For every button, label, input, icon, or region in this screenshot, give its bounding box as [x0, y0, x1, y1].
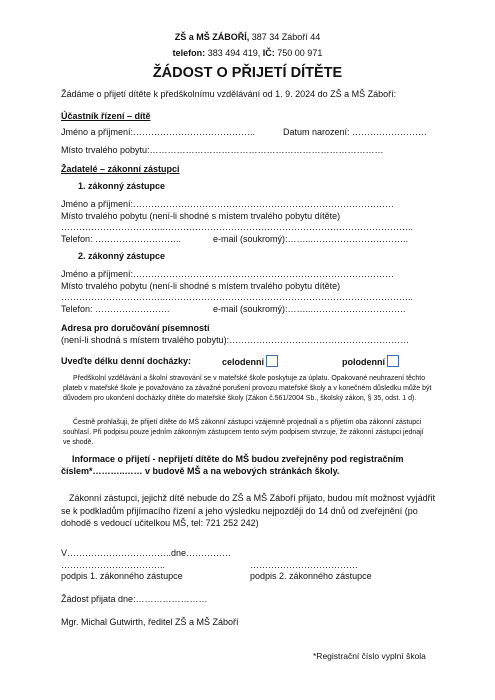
- delivery-heading: Adresa pro doručování písemností: [61, 323, 210, 333]
- declaration-note: Čestně prohlašuji, že přijetí dítěte do MŠ zákonní zástupci vzájemně projednali a s přijetím oba zákonní zástupci souhlasí. Při podpisu pouze jedním zákonným zástupcem tento svým podpisem stvrzuje, že zákonní zástupci jednají ve shodě.: [63, 419, 424, 446]
- info-line-2: číslem*………..…… v budově MŠ a na webových stránkách školy.: [61, 466, 340, 476]
- footnote: *Registrační číslo vyplní škola: [313, 651, 426, 661]
- rep2-phone-field[interactable]: Telefon: …………………….: [61, 304, 170, 314]
- rep2-email-field[interactable]: e-mail (soukromý):……...………………………….: [213, 304, 406, 314]
- half-day-checkbox[interactable]: [387, 355, 399, 367]
- rep1-heading: 1. zákonný zástupce: [78, 181, 166, 191]
- half-day-label: polodenní: [342, 357, 385, 367]
- ic-value: 750 00 971: [277, 48, 323, 58]
- full-day-label: celodenní: [222, 357, 265, 367]
- phone-value: 383 494 419,: [207, 48, 261, 58]
- rep1-residence-label: Místo trvalého pobytu (není-li shodné s místem trvalého pobytu dítěte): [61, 211, 341, 221]
- attendance-label: Uveďte délku denní docházky:: [61, 356, 191, 366]
- child-name-field[interactable]: Jméno a příjmení:…………………………………..: [61, 127, 256, 137]
- rep2-residence-label: Místo trvalého pobytu (není-li shodné s místem trvalého pobytu dítěte): [61, 281, 341, 291]
- rep2-heading: 2. zákonný zástupce: [78, 251, 166, 261]
- full-day-checkbox[interactable]: [266, 355, 278, 367]
- rep2-name-field[interactable]: Jméno a příjmení:……………………………………………………………………………: [61, 269, 395, 279]
- rep1-email-field[interactable]: e-mail (soukromý):……...…………………………..: [213, 234, 409, 244]
- full-day-option[interactable]: [222, 355, 278, 367]
- accepted-date-field[interactable]: Žádost přijata dne:……………………: [61, 594, 208, 604]
- rep1-residence-field[interactable]: ……………………………..………………………………………………………………………..: [61, 222, 414, 232]
- header-school-line: [0, 32, 495, 42]
- signature-1-label: podpis 1. zákonného zástupce: [61, 571, 183, 581]
- rep1-name-field[interactable]: Jméno a příjmení:……………………………………………………………………………: [61, 199, 395, 209]
- rejection-notice: Zákonní zástupci, jejichž dítě nebude do ZŠ a MŠ Záboří přijato, budou mít možnost vyjádřit se k podkladům přijímacího řízení a jeho výsledku nejpozději do 14 dnů od zveřejnění (po dohodě s vedoucí učitelkou MŠ, tel: 721 252 242): [61, 493, 436, 528]
- signature-2-line[interactable]: ………………………………: [250, 560, 358, 570]
- school-address: 387 34 Záboří 44: [251, 32, 321, 42]
- delivery-address-field[interactable]: (není-li shodná s místem trvalého pobytu):……………………………………………………: [61, 335, 410, 345]
- school-name: ZŠ a MŠ ZÁBOŘÍ,: [174, 32, 250, 42]
- child-residence-field[interactable]: Místo trvalého pobytu:……………………………………………………………………: [61, 145, 384, 155]
- half-day-option[interactable]: [342, 355, 399, 367]
- applicants-heading: Žadatelé – zákonní zástupci: [61, 164, 180, 174]
- child-birth-field[interactable]: Datum narození: …………………….: [283, 127, 427, 137]
- fees-note: Předškolní vzdělávání a školní stravování se v mateřské škole poskytuje za úplatu. Opakované neuhrazení těchto plateb v mateřské škole je považováno za závažné porušení provozu mateřské školy a v konečném důsledku může být důvodem pro ukončení docházky dítěte do mateřské školy (Zákon č.561/2004 Sb., školský zákon, § 35, odst. 1 d).: [63, 375, 432, 402]
- header-contact-line: [0, 48, 495, 58]
- signature-1-line[interactable]: ……………………………..: [61, 560, 166, 570]
- ic-label: IČ:: [262, 48, 275, 58]
- intro-text: Žádáme o přijetí dítěte k předškolnímu vzdělávání od 1. 9. 2024 do ZŠ a MŠ Záboří:: [61, 89, 397, 99]
- signature-2-label: podpis 2. zákonného zástupce: [250, 571, 372, 581]
- rep1-phone-field[interactable]: Telefon: ………………………..: [61, 234, 182, 244]
- place-date-field[interactable]: V……………………………..dne……………: [61, 548, 232, 558]
- phone-label: telefon:: [172, 48, 206, 58]
- rep2-residence-field[interactable]: ……………………………..………………………………………………………………………..: [61, 292, 414, 302]
- director-signature: Mgr. Michal Gutwirth, ředitel ZŠ a MŠ Záboří: [61, 617, 239, 627]
- document-title: ŽÁDOST O PŘIJETÍ DÍTĚTE: [152, 65, 343, 81]
- participant-heading: Účastník řízení – dítě: [61, 111, 151, 121]
- info-line-1: Informace o přijetí - nepřijetí dítěte do MŠ budou zveřejněny pod registračním: [72, 454, 404, 464]
